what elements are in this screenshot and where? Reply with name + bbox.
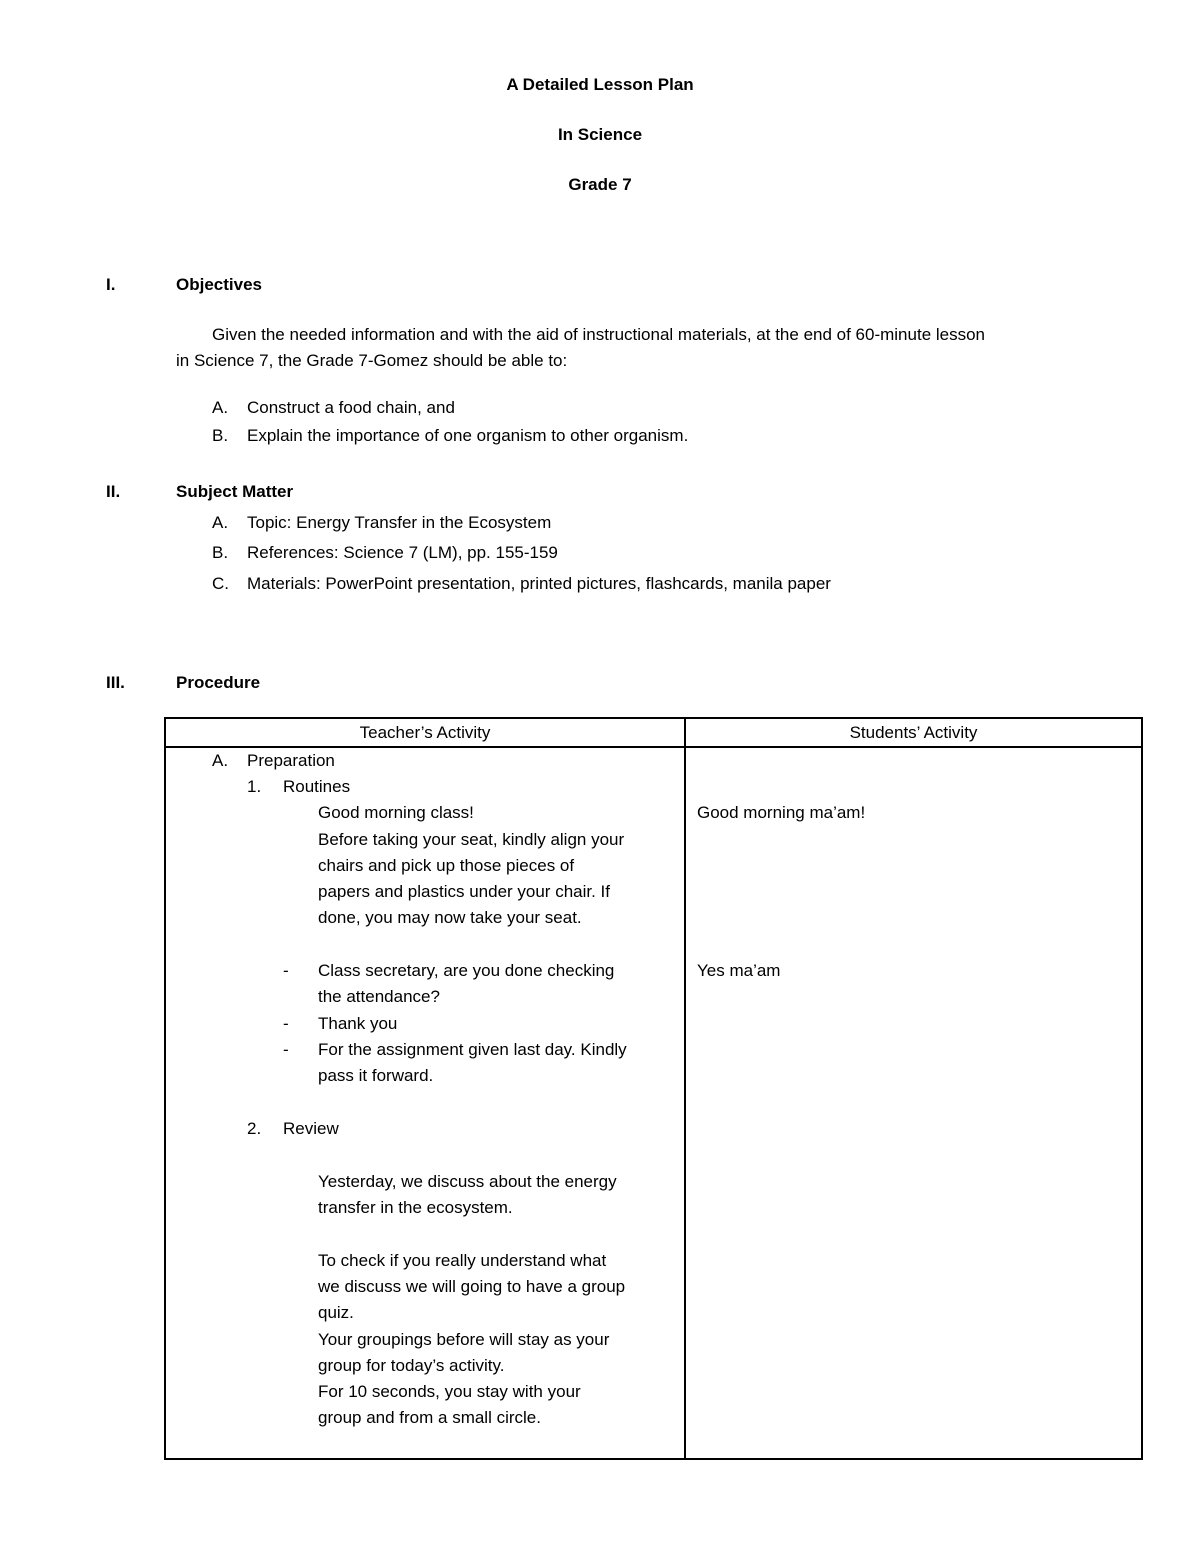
routine-line: chairs and pick up those pieces of — [318, 856, 575, 875]
review-number: 2. — [247, 1119, 262, 1138]
objective-item-b: Explain the importance of one organism to other organism. — [247, 426, 689, 445]
bullet-attendance-line2: the attendance? — [318, 987, 440, 1006]
bullet-attendance-line1: Class secretary, are you done checking — [318, 961, 615, 980]
teacher-activity-cell — [165, 747, 685, 1459]
preparation-letter: A. — [212, 751, 229, 770]
routines-number: 1. — [247, 777, 262, 796]
objectives-heading: Objectives — [176, 275, 262, 294]
student-reply-greeting: Good morning ma’am! — [697, 803, 866, 822]
bullet-dash: - — [283, 1040, 289, 1059]
subject-matter-numeral: II. — [106, 482, 121, 501]
procedure-heading: Procedure — [176, 673, 261, 692]
bullet-assignment-line1: For the assignment given last day. Kindly — [318, 1040, 627, 1059]
subject-letter-b: B. — [212, 543, 229, 562]
document-subject: In Science — [557, 125, 643, 144]
objectives-numeral: I. — [106, 275, 116, 294]
bullet-assignment-line2: pass it forward. — [318, 1066, 434, 1085]
review-line: group for today’s activity. — [318, 1356, 505, 1375]
objectives-intro-line2: in Science 7, the Grade 7-Gomez should be able to: — [176, 351, 568, 370]
review-line: group and from a small circle. — [318, 1408, 541, 1427]
review-line: we discuss we will going to have a group — [318, 1277, 626, 1296]
review-label: Review — [283, 1119, 339, 1138]
bullet-dash: - — [283, 1014, 289, 1033]
document-grade: Grade 7 — [568, 175, 632, 194]
objective-item-a: Construct a food chain, and — [247, 398, 455, 417]
subject-matter-heading: Subject Matter — [176, 482, 294, 501]
table-row — [165, 747, 1142, 1459]
routine-line: done, you may now take your seat. — [318, 908, 582, 927]
review-line: Yesterday, we discuss about the energy — [318, 1172, 617, 1191]
review-line: transfer in the ecosystem. — [318, 1198, 513, 1217]
preparation-label: Preparation — [247, 751, 335, 770]
teacher-activity-header: Teacher’s Activity — [165, 718, 685, 747]
subject-materials: Materials: PowerPoint presentation, printed pictures, flashcards, manila paper — [247, 574, 831, 593]
document-title: A Detailed Lesson Plan — [506, 75, 694, 94]
subject-references: References: Science 7 (LM), pp. 155-159 — [247, 543, 558, 562]
student-reply-yes: Yes ma’am — [697, 961, 781, 980]
subject-letter-c: C. — [212, 574, 229, 593]
objectives-intro-line1: Given the needed information and with the aid of instructional materials, at the end of 60-minute lesson — [212, 325, 986, 344]
students-activity-header: Students’ Activity — [685, 718, 1142, 747]
review-line: For 10 seconds, you stay with your — [318, 1382, 581, 1401]
review-line: quiz. — [318, 1303, 354, 1322]
students-activity-cell — [685, 747, 1142, 1459]
bullet-thank-you: Thank you — [318, 1014, 398, 1033]
routine-line: papers and plastics under your chair. If — [318, 882, 610, 901]
review-line: Your groupings before will stay as your — [318, 1330, 610, 1349]
bullet-dash: - — [283, 961, 289, 980]
table-header-row — [165, 718, 1142, 747]
review-line: To check if you really understand what — [318, 1251, 607, 1270]
subject-topic: Topic: Energy Transfer in the Ecosystem — [247, 513, 552, 532]
procedure-table — [164, 717, 1143, 1460]
subject-letter-a: A. — [212, 513, 229, 532]
procedure-numeral: III. — [106, 673, 125, 692]
routines-label: Routines — [283, 777, 351, 796]
routine-line: Good morning class! — [318, 803, 474, 822]
objective-letter-b: B. — [212, 426, 229, 445]
objective-letter-a: A. — [212, 398, 229, 417]
routine-line: Before taking your seat, kindly align your — [318, 830, 625, 849]
